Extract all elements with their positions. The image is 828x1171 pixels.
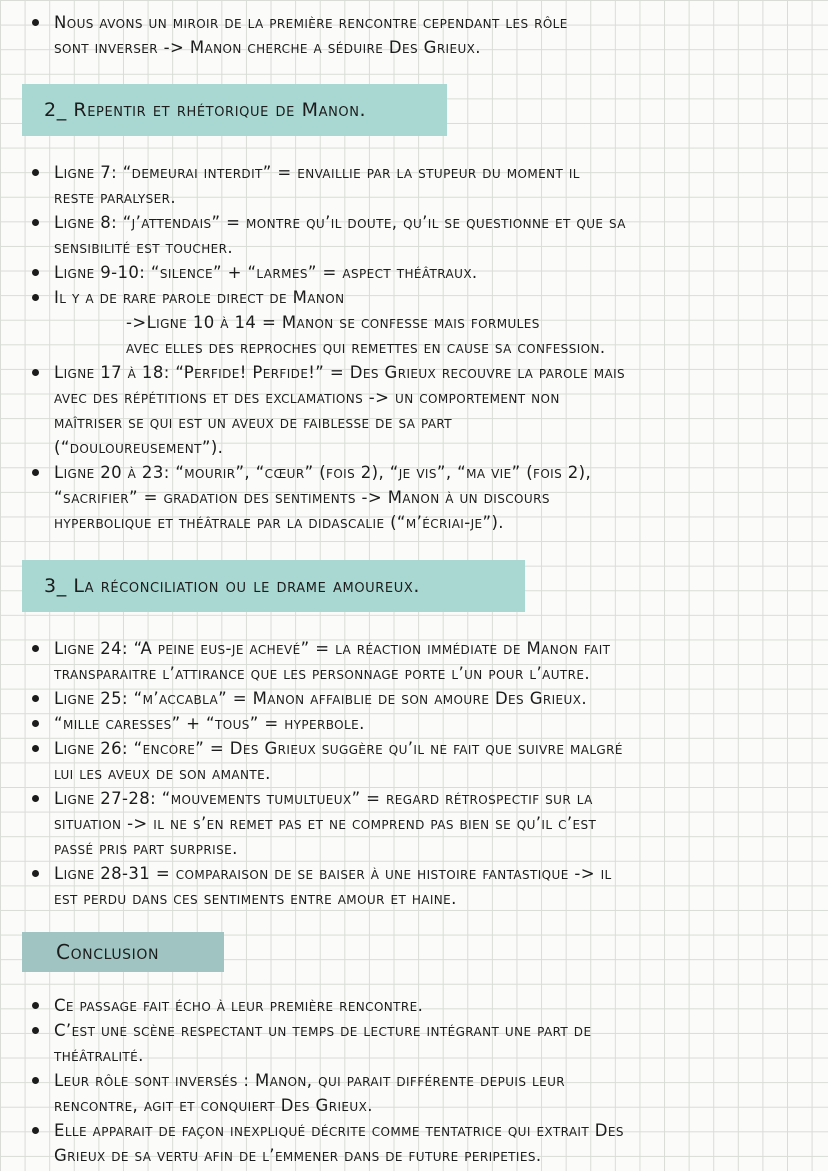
list-item: Ce passage fait écho à leur première rencontre. xyxy=(28,993,808,1018)
list-item: Ligne 25: “m’accabla” = Manon affaiblie de son amoure Des Grieux. xyxy=(28,686,808,711)
intro-list xyxy=(28,10,808,60)
bullet-icon xyxy=(32,469,39,476)
list-item: Ligne 17 à 18: “Perfide! Perfide!” = Des Grieux recouvre la parole mais avec des répétitions et des exclamations -> un comportement non maîtriser se qui est un aveux de faiblesse de sa part (“douloureusement”). xyxy=(28,360,808,460)
bullet-icon xyxy=(32,294,39,301)
list-item: Nous avons un miroir de la première rencontre cependant les rôle sont inverser -> Manon cherche a séduire Des Grieux. xyxy=(28,10,808,60)
list-item: Ligne 26: “encore” = Des Grieux suggère qu’il ne fait que suivre malgré lui les aveux de son amante. xyxy=(28,736,808,786)
bullet-icon xyxy=(32,169,39,176)
section-2-heading: 2_ Repentir et rhétorique de Manon. xyxy=(22,84,447,136)
bullet-icon xyxy=(32,269,39,276)
bullet-icon xyxy=(32,1027,39,1034)
conclusion-list xyxy=(28,993,808,1168)
bullet-icon xyxy=(32,745,39,752)
bullet-icon xyxy=(32,695,39,702)
bullet-icon xyxy=(32,1002,39,1009)
list-item: Ligne 27-28: “mouvements tumultueux” = regard rétrospectif sur la situation -> il ne s’en remet pas et ne comprend pas bien se qu’il c’est passé pris part surprise. xyxy=(28,786,808,861)
section-3-heading: 3_ La réconciliation ou le drame amoureux. xyxy=(22,560,525,612)
list-item: C’est une scène respectant un temps de lecture intégrant une part de théâtralité. xyxy=(28,1018,808,1068)
list-item: “mille caresses” + “tous” = hyperbole. xyxy=(28,711,808,736)
list-item: Leur rôle sont inversés : Manon, qui parait différente depuis leur rencontre, agit et conquiert Des Grieux. xyxy=(28,1068,808,1118)
list-item: Ligne 8: “j’attendais” = montre qu’il doute, qu’il se questionne et que sa sensibilité est toucher. xyxy=(28,210,808,260)
list-item: Ligne 20 à 23: “mourir”, “cœur” (fois 2), “je vis”, “ma vie” (fois 2), “sacrifier” = gradation des sentiments -> Manon à un discours hyperbolique et théâtrale par la didascalie (“m’écriai-je”). xyxy=(28,460,808,535)
list-item: Ligne 7: “demeurai interdit” = envaillie par la stupeur du moment il reste paralyser. xyxy=(28,160,808,210)
list-item: Il y a de rare parole direct de Manon xyxy=(28,285,808,310)
bullet-icon xyxy=(32,19,39,26)
bullet-icon xyxy=(32,369,39,376)
list-item: Ligne 9-10: “silence” + “larmes” = aspect théâtraux. xyxy=(28,260,808,285)
bullet-icon xyxy=(32,795,39,802)
list-item: Elle apparait de façon inexpliqué décrite comme tentatrice qui extrait Des Grieux de sa vertu afin de l’emmener dans de future peripeties. xyxy=(28,1118,808,1168)
list-item: Ligne 28-31 = comparaison de se baiser à une histoire fantastique -> il est perdu dans ces sentiments entre amour et haine. xyxy=(28,861,808,911)
bullet-icon xyxy=(32,1077,39,1084)
bullet-icon xyxy=(32,720,39,727)
bullet-icon xyxy=(32,870,39,877)
bullet-icon xyxy=(32,1127,39,1134)
conclusion-heading: Conclusion xyxy=(22,932,224,972)
bullet-icon xyxy=(32,645,39,652)
bullet-icon xyxy=(32,219,39,226)
section-2-list xyxy=(28,160,808,535)
list-sub-item: ->Ligne 10 à 14 = Manon se confesse mais formules avec elles des reproches qui remettes en cause sa confession. xyxy=(126,313,606,357)
section-3-list xyxy=(28,636,808,911)
list-item: Ligne 24: “A peine eus-je achevé” = la réaction immédiate de Manon fait transparaitre l’attirance que les personnage porte l’un pour l’autre. xyxy=(28,636,808,686)
